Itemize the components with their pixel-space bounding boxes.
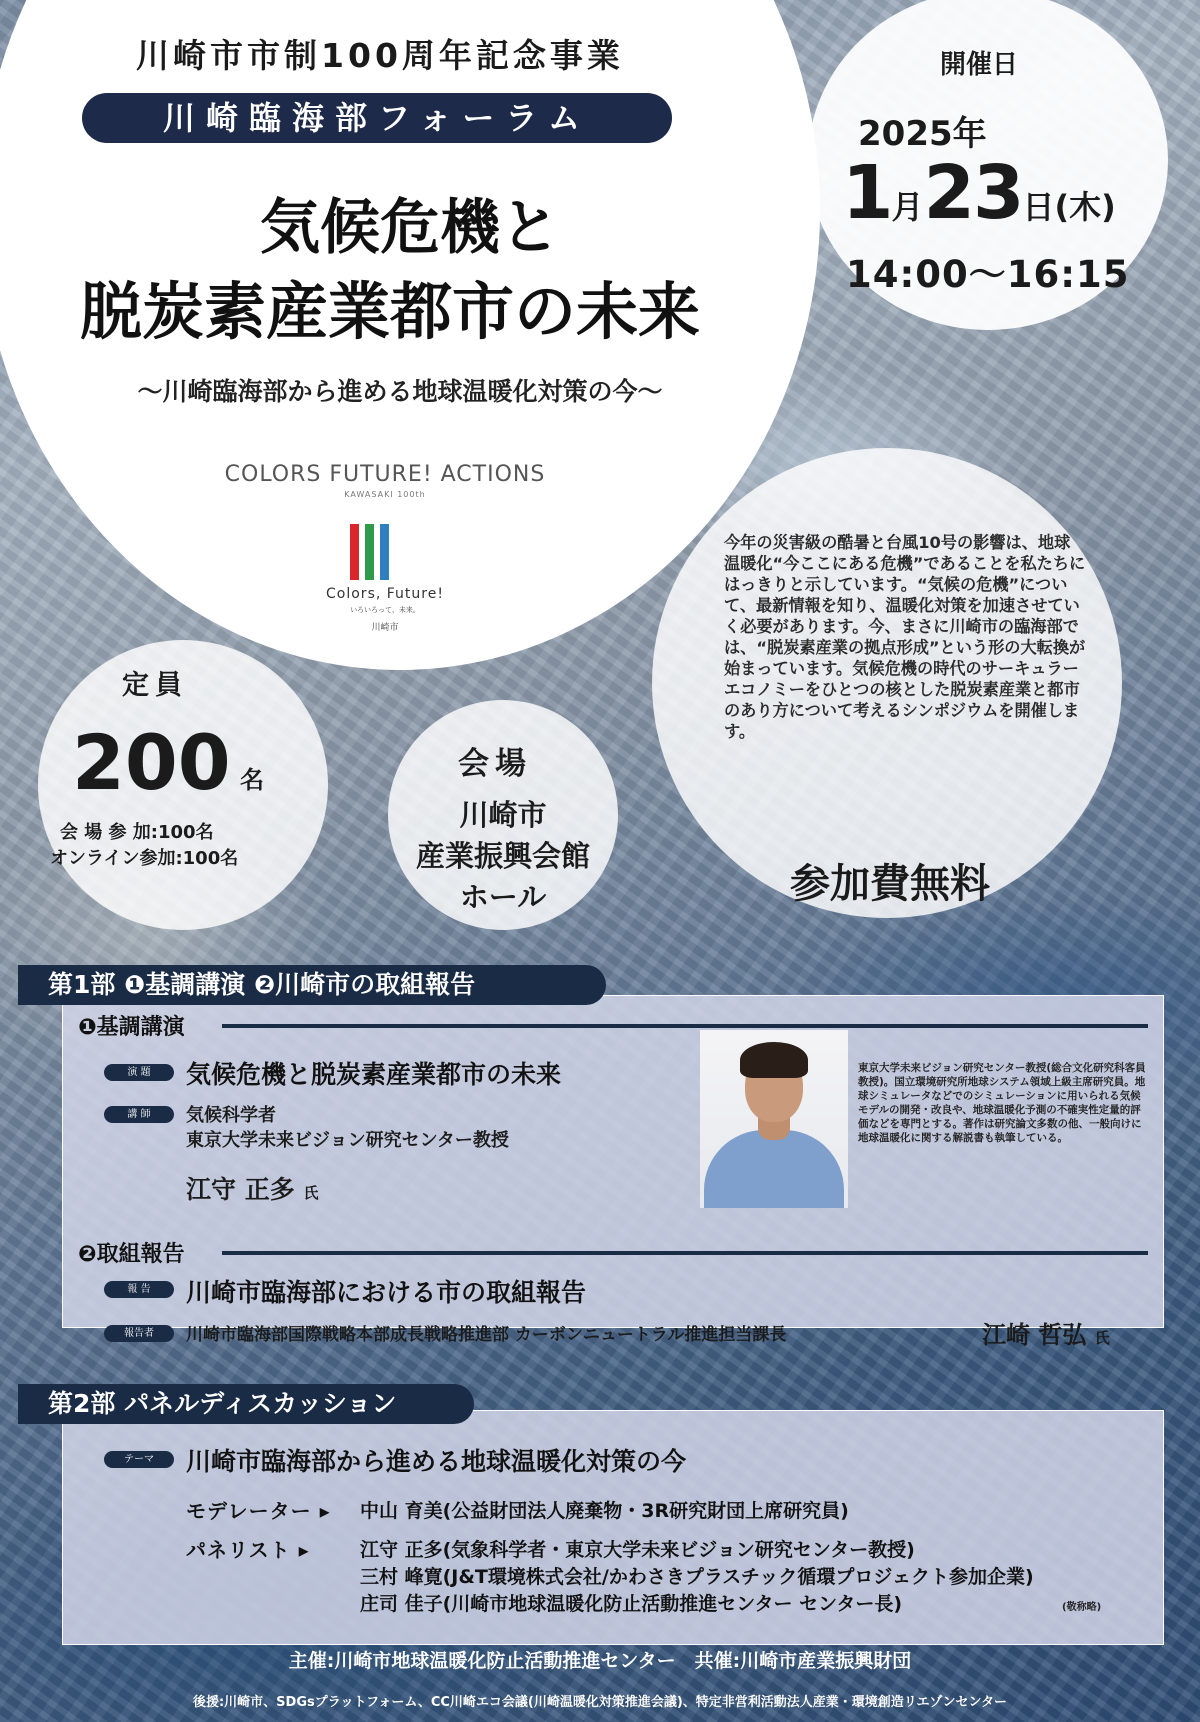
keynote-title-badge: 演 題	[104, 1064, 174, 1081]
photo-hair	[740, 1042, 808, 1078]
theme-title: 川崎市臨海部から進める地球温暖化対策の今	[186, 1447, 687, 1476]
theme-badge: テーマ	[104, 1451, 174, 1468]
date-month-unit: 月	[891, 188, 924, 226]
description-text: 今年の災害級の酷暑と台風10号の影響は、地球温暖化“今ここにある危機”であることを私たちにはっきりと示しています。“気候の危機”について、最新情報を知り、温暖化対策を加速させていく必要があります。今、まさに川崎市の臨海部では、“脱炭素産業の拠点形成”という形の大転換が始まっています。気候危機の時代のサーキュラーエコノミーをひとつの核とした脱炭素産業と都市のあり方について考えるシンポジウムを開催します。	[724, 533, 1086, 741]
venue-line-3: ホール	[459, 880, 547, 914]
date-day-unit: 日	[1022, 188, 1055, 226]
keynote-heading: ❶基調講演	[78, 1015, 185, 1040]
report-heading-rule	[222, 1251, 1148, 1255]
subtitle: ～川崎臨海部から進める地球温暖化対策の今～	[137, 377, 663, 406]
speaker-role-1: 気候科学者	[186, 1105, 276, 1126]
part2-tab: 第2部 パネルディスカッション	[18, 1384, 474, 1424]
cfa-logo-subtext: KAWASAKI 100th	[344, 490, 426, 499]
capacity-number: 200	[72, 718, 231, 807]
panelist-1: 江守 正多(気象科学者・東京大学未来ビジョン研究センター教授)	[360, 1539, 915, 1561]
title-line-2: 脱炭素産業都市の未来	[79, 275, 700, 348]
capacity-unit: 名	[240, 766, 264, 794]
reporter-name-text: 江崎 哲弘	[982, 1321, 1087, 1349]
footer-hosts: 主催:川崎市地球温暖化防止活動推進センター 共催:川崎市産業振興財団	[288, 1650, 912, 1672]
moderator-role: モデレーター ▸	[186, 1499, 331, 1523]
date-year: 2025年	[858, 114, 987, 154]
cfa-logo-text: COLORS FUTURE! ACTIONS	[224, 462, 546, 487]
speaker-photo	[700, 1030, 848, 1208]
speaker-bio: 東京大学未来ビジョン研究センター教授(総合文化研究科客員教授)。国立環境研究所地球システム領域上級主席研究員。地球シミュレータなどでのシミュレーションに用いられる気候モデルの開発・改良や、地球温暖化予測の不確実性定量的評価などを専門とする。著作は研究論文多数の他、一般向けに地球温暖化に関する解説書も執筆している。	[858, 1062, 1146, 1144]
venue-line-2: 産業振興会館	[415, 839, 590, 873]
venue-label: 会場	[458, 746, 532, 782]
reporter-badge: 報告者	[104, 1325, 174, 1342]
brand-tagline: いろいろって、未来。	[350, 606, 420, 614]
keynote-title: 気候危機と脱炭素産業都市の未来	[186, 1060, 562, 1089]
reporter-name	[982, 1315, 1110, 1350]
report-heading: ❷取組報告	[78, 1242, 185, 1267]
panelist-3: 庄司 佳子(川崎市地球温暖化防止活動推進センター センター長)	[360, 1593, 903, 1615]
fee-text: 参加費無料	[790, 861, 990, 907]
report-title: 川崎市臨海部における市の取組報告	[186, 1278, 587, 1307]
keynote-heading-rule	[222, 1024, 1148, 1028]
reporter-text: 川崎市臨海部国際戦略本部成長戦略推進部 カーボンニュートラル推進担当課長	[186, 1325, 787, 1345]
moderator-value: 中山 育美(公益財団法人廃棄物・3R研究財団上席研究員)	[360, 1500, 849, 1522]
photo-shirt	[704, 1130, 844, 1208]
panelist-2: 三村 峰寛(J&T環境株式会社/かわさきプラスチック循環プロジェクト参加企業)	[360, 1566, 1034, 1588]
logo-bar-green	[365, 524, 374, 580]
report-title-badge: 報 告	[104, 1281, 174, 1298]
brand-city: 川崎市	[371, 623, 399, 633]
forum-name: 川崎臨海部フォーラム	[82, 93, 672, 143]
speaker-name-text: 江守 正多	[186, 1175, 295, 1204]
panelist-role: パネリスト ▸	[186, 1538, 310, 1562]
title-line-1: 気候危機と	[260, 193, 560, 263]
date-time: 14:00～16:15	[846, 253, 1130, 296]
venue-line-1: 川崎市	[459, 798, 547, 832]
date-day: 23	[923, 150, 1023, 236]
logo-bar-blue	[380, 524, 389, 580]
order-note: (敬称略)	[1062, 1602, 1102, 1613]
brand-name: Colors, Future!	[326, 586, 444, 602]
speaker-name	[186, 1170, 318, 1206]
keynote-speaker-badge: 講 師	[104, 1106, 174, 1123]
date-weekday: (木)	[1054, 188, 1116, 226]
capacity-online-line: オンライン参加:100名	[50, 848, 239, 869]
logo-bar-red	[350, 524, 359, 580]
colors-future-logo-icon	[350, 524, 410, 580]
part1-tab: 第1部 ❶基調講演 ❷川崎市の取組報告	[18, 965, 606, 1005]
reporter-honorific: 氏	[1094, 1329, 1110, 1347]
organizer-line: 川崎市市制100周年記念事業	[136, 36, 624, 75]
date-main	[842, 150, 1116, 236]
speaker-role-2: 東京大学未来ビジョン研究センター教授	[186, 1130, 509, 1151]
date-month: 1	[842, 150, 892, 236]
speaker-honorific: 氏	[303, 1184, 319, 1202]
footer-supporters: 後援:川崎市、SDGsプラットフォーム、CC川崎エコ会議(川崎温暖化対策推進会議)、特定非営利活動法人産業・環境創造リエゾンセンター	[192, 1695, 1008, 1710]
capacity-label: 定員	[122, 670, 188, 701]
capacity-venue-line: 会 場 参 加:100名	[60, 822, 214, 843]
date-label: 開催日	[940, 50, 1019, 80]
